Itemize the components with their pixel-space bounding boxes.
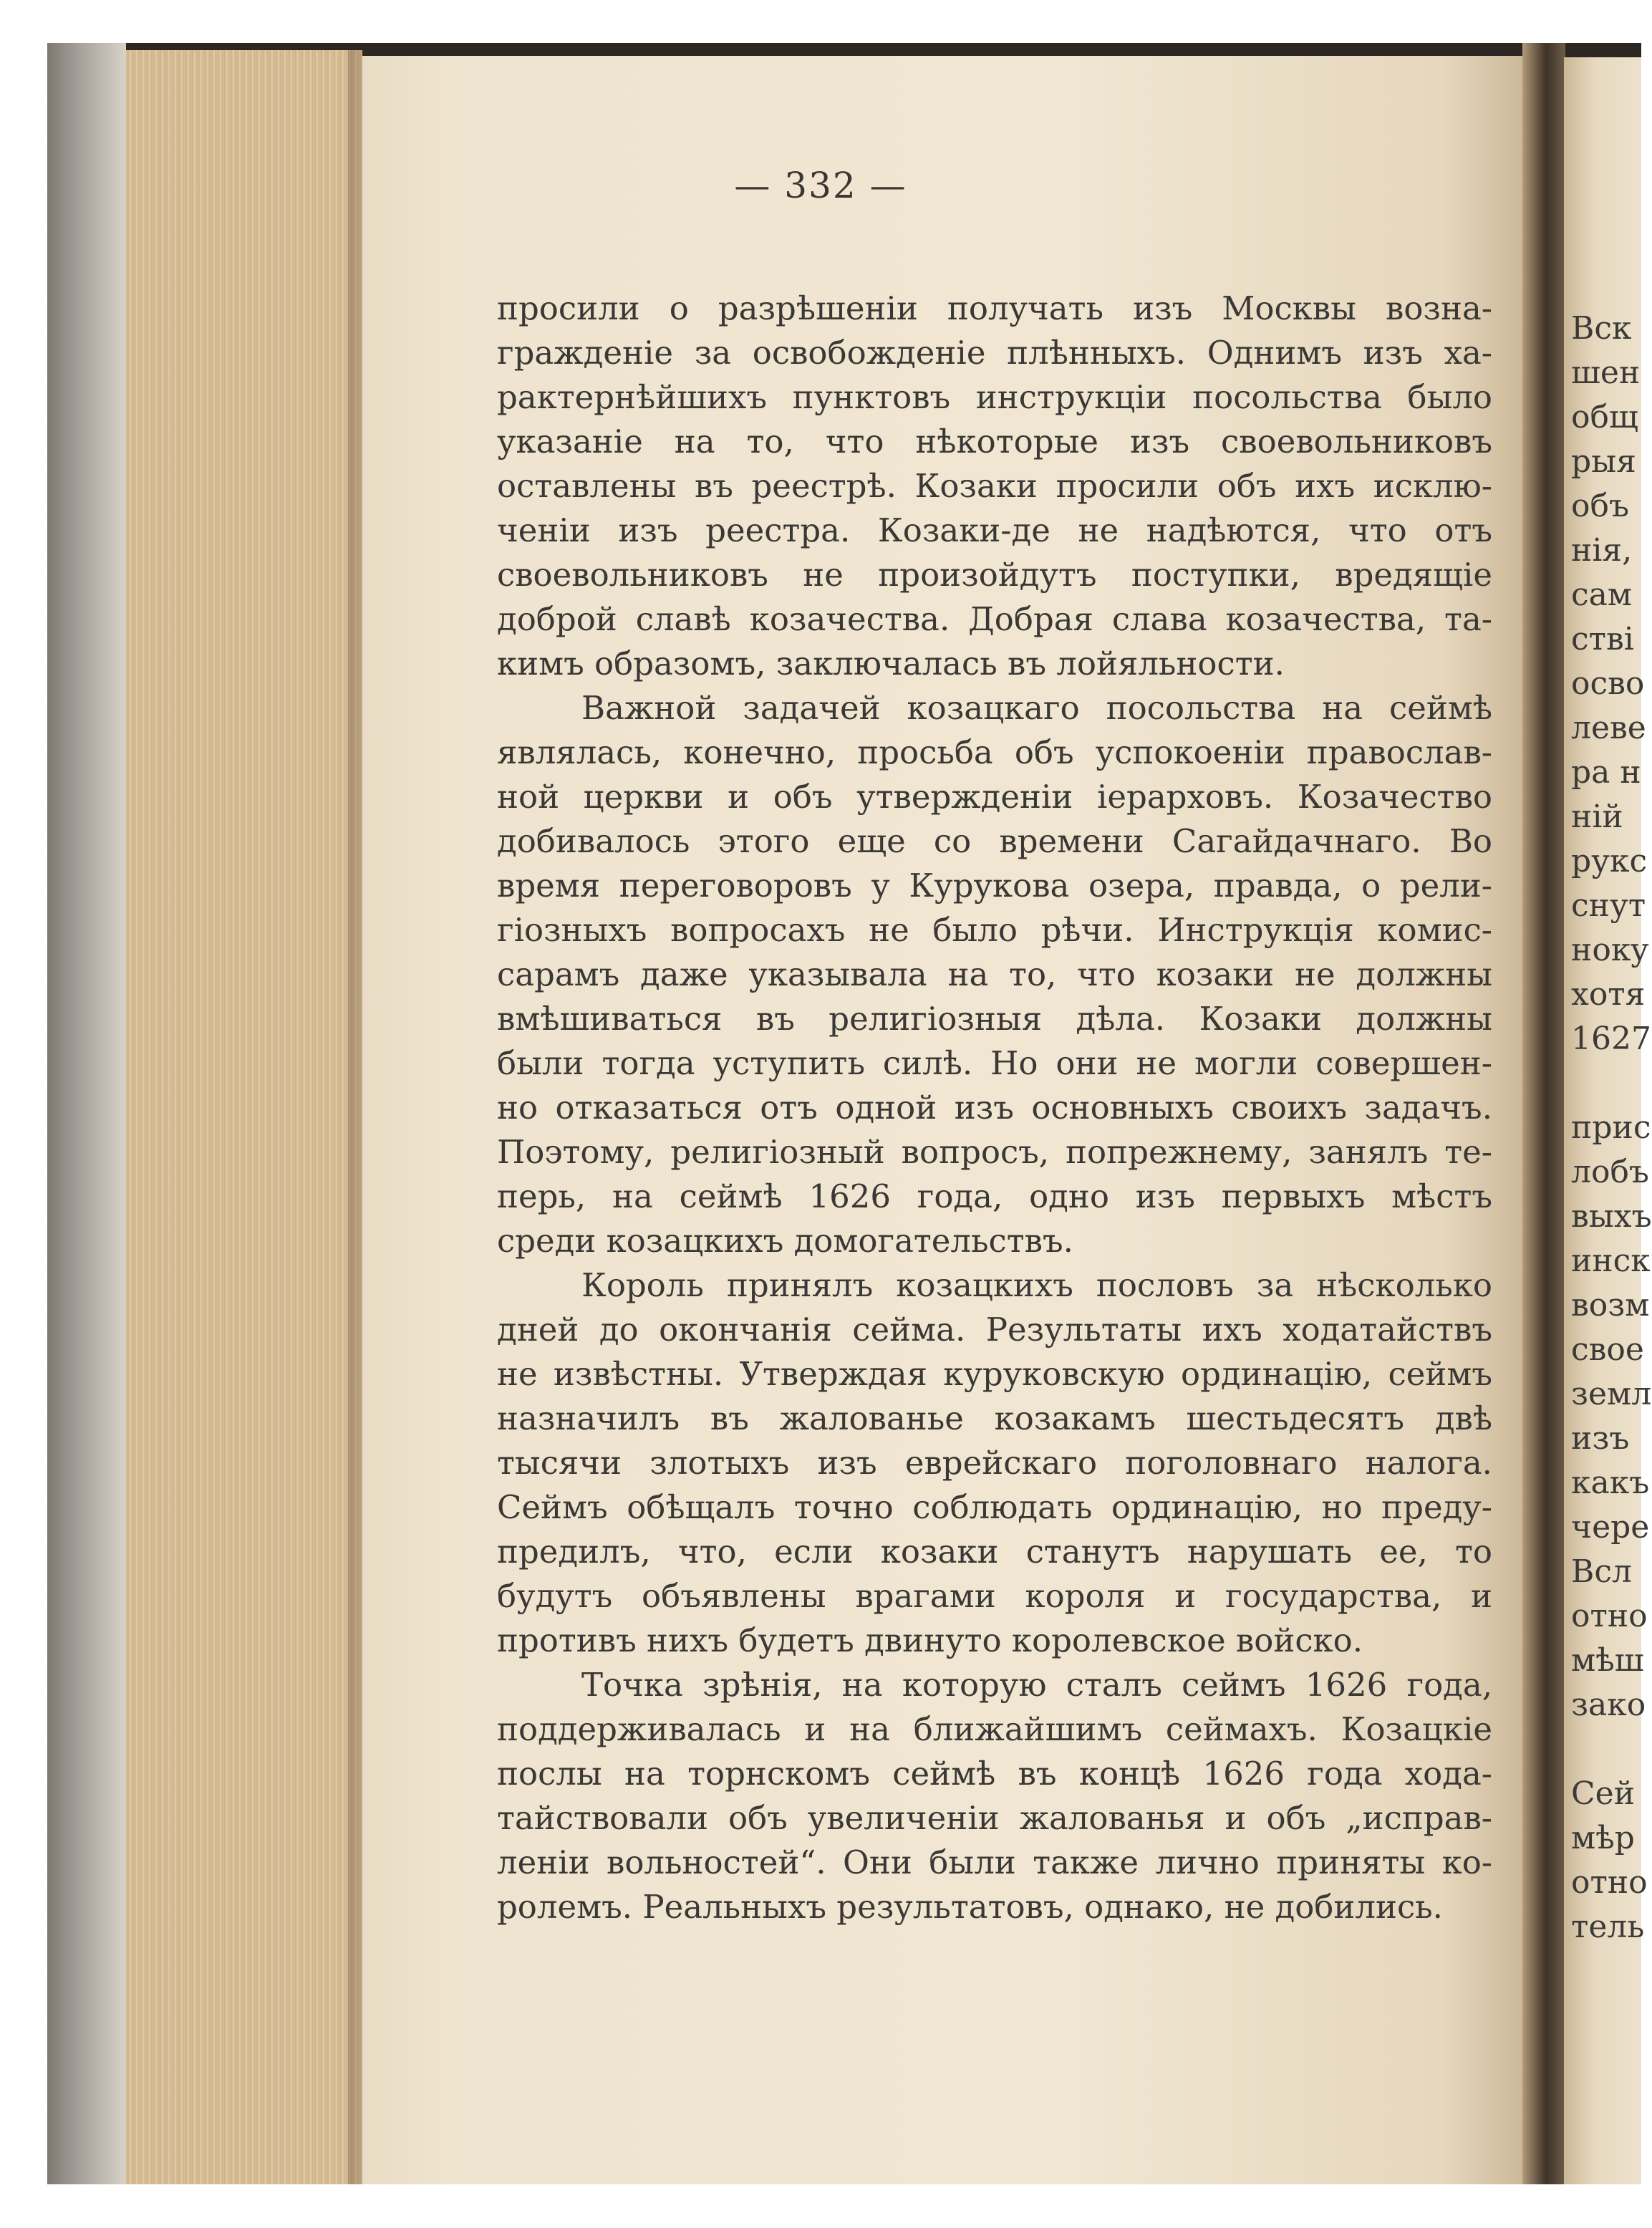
text-line: послы на торнскомъ сеймѣ въ концѣ 1626 года хода- (497, 1755, 1492, 1793)
text-line: среди козацкихъ домогательствъ. (497, 1222, 1073, 1260)
facing-page-text (1564, 307, 1652, 1949)
facing-text-line: 1627 (1571, 1021, 1651, 1057)
facing-blank-line (1564, 1061, 1652, 1106)
facing-text-line: мѣр (1571, 1820, 1635, 1856)
facing-text-line: общ (1571, 399, 1638, 435)
text-line: будутъ объявлены врагами короля и государства, и (497, 1577, 1492, 1615)
facing-text-line: Сей (1571, 1775, 1636, 1812)
text-line: назначилъ въ жалованье козакамъ шестьдесятъ двѣ (497, 1399, 1492, 1437)
text-line: были тогда уступить силѣ. Но они не могли совершен- (497, 1044, 1492, 1082)
facing-text-line: мѣш (1571, 1642, 1644, 1679)
facing-text-line: лобъ (1571, 1154, 1649, 1190)
text-line: Важной задачей козацкаго посольства на сеймѣ (581, 689, 1492, 727)
facing-text-line: выхъ (1571, 1198, 1652, 1235)
facing-text-line: земл (1571, 1376, 1652, 1412)
body-text (497, 286, 1492, 1929)
facing-text-line: возм (1571, 1287, 1650, 1323)
text-line: противъ нихъ будетъ двинуто королевское войско. (497, 1621, 1363, 1659)
text-line: оставлены въ реестрѣ. Козаки просили объ ихъ исклю- (497, 467, 1492, 505)
text-line: тайствовали объ увеличенiи жалованья и объ „исправ- (497, 1799, 1492, 1837)
facing-text-line: прис (1571, 1109, 1651, 1146)
facing-text-line: рукс (1571, 843, 1648, 879)
facing-text-line: осво (1571, 665, 1645, 702)
text-line: ной церкви и объ утвержденiи iерарховъ. Козачество (497, 778, 1492, 816)
text-line: ченiи изъ реестра. Козаки-де не надѣются, что отъ (497, 511, 1492, 549)
facing-text-line: шен (1571, 355, 1641, 391)
facing-text-line: нiя, (1571, 532, 1633, 569)
text-line: ролемъ. Реальныхъ результатовъ, однако, не добились. (497, 1888, 1443, 1926)
facing-text-line: отно (1571, 1864, 1648, 1901)
facing-text-line: хотя (1571, 976, 1646, 1013)
background-board (47, 43, 126, 2184)
text-line: перь, на сеймѣ 1626 года, одно изъ первыхъ мѣстъ (497, 1177, 1492, 1215)
facing-text-line: леве (1571, 710, 1646, 746)
facing-text-line: объ (1571, 488, 1629, 524)
text-line: добивалось этого еще со времени Сагайдачнаго. Во (497, 822, 1492, 860)
text-line: гiозныхъ вопросахъ не было рѣчи. Инструкцiя комис- (497, 911, 1492, 949)
page-edges (126, 50, 362, 2184)
text-line: но отказаться отъ одной изъ основныхъ своихъ задачъ. (497, 1089, 1492, 1127)
facing-blank-line (1564, 1727, 1652, 1772)
text-line: Король принялъ козацкихъ пословъ за нѣсколько (581, 1266, 1492, 1304)
text-line: гражденiе за освобожденiе плѣнныхъ. Однимъ изъ ха- (497, 334, 1492, 372)
facing-text-line: свое (1571, 1331, 1644, 1368)
facing-text-line: инск (1571, 1243, 1651, 1279)
facing-text-line: ствi (1571, 621, 1634, 657)
facing-text-line: Всл (1571, 1553, 1632, 1590)
facing-page (1564, 57, 1652, 2184)
facing-text-line: ра н (1571, 754, 1641, 791)
text-line: рактернѣйшихъ пунктовъ инструкцiи посольства было (497, 378, 1492, 416)
facing-text-line: снут (1571, 887, 1646, 924)
text-line: не извѣстны. Утверждая куруковскую ординацiю, сеймъ (497, 1355, 1492, 1393)
facing-text-line: тель (1571, 1909, 1645, 1945)
facing-text-line: нокy (1571, 932, 1649, 968)
facing-text-line: сам (1571, 577, 1633, 613)
facing-text-line: чере (1571, 1509, 1650, 1545)
text-line: являлась, конечно, просьба объ успокоенiи православ- (497, 733, 1492, 771)
text-line: Поэтому, религiозный вопросъ, попрежнему, занялъ те- (497, 1133, 1492, 1171)
text-line: поддерживалась и на ближайшимъ сеймахъ. Козацкiе (497, 1710, 1492, 1748)
text-line: сарамъ даже указывала на то, что козаки не должны (497, 955, 1492, 993)
text-line: Сеймъ обѣщалъ точно соблюдать ординацiю, но преду- (497, 1488, 1492, 1526)
text-line: время переговоровъ у Курукова озера, правда, о рели- (497, 867, 1492, 905)
facing-text-line: рыя (1571, 443, 1636, 480)
facing-text-line: нiй (1571, 799, 1623, 835)
facing-text-line: Вск (1571, 310, 1632, 347)
text-line: предилъ, что, если козаки станутъ нарушать ее, то (497, 1533, 1492, 1571)
text-line: указанiе на то, что нѣкоторые изъ своевольниковъ (497, 423, 1492, 460)
text-line: кимъ образомъ, заключалась въ лойяльности. (497, 645, 1285, 683)
facing-text-line: зако (1571, 1687, 1646, 1723)
text-line: Точка зрѣнiя, на которую сталъ сеймъ 1626 года, (581, 1666, 1492, 1704)
text-line: тысячи злотыхъ изъ еврейскаго поголовнаго налога. (497, 1444, 1492, 1482)
text-line: вмѣшиваться въ религiозныя дѣла. Козаки должны (497, 1000, 1492, 1038)
text-line: своевольниковъ не произойдутъ поступки, вредящiе (497, 556, 1492, 594)
facing-text-line: отно (1571, 1598, 1648, 1634)
text-line: просили о разрѣшенiи получать изъ Москвы возна- (497, 289, 1492, 327)
text-line: ленiи вольностей“. Они были также лично приняты ко- (497, 1843, 1492, 1881)
book-gutter (1522, 43, 1565, 2184)
text-line: доброй славѣ козачества. Добрая слава козачества, та- (497, 600, 1492, 638)
text-line: дней до окончанiя сейма. Результаты ихъ ходатайствъ (497, 1311, 1492, 1349)
facing-text-line: изъ (1571, 1420, 1630, 1457)
page-number: — 332 — (734, 165, 907, 206)
facing-text-line: какъ (1571, 1465, 1650, 1501)
